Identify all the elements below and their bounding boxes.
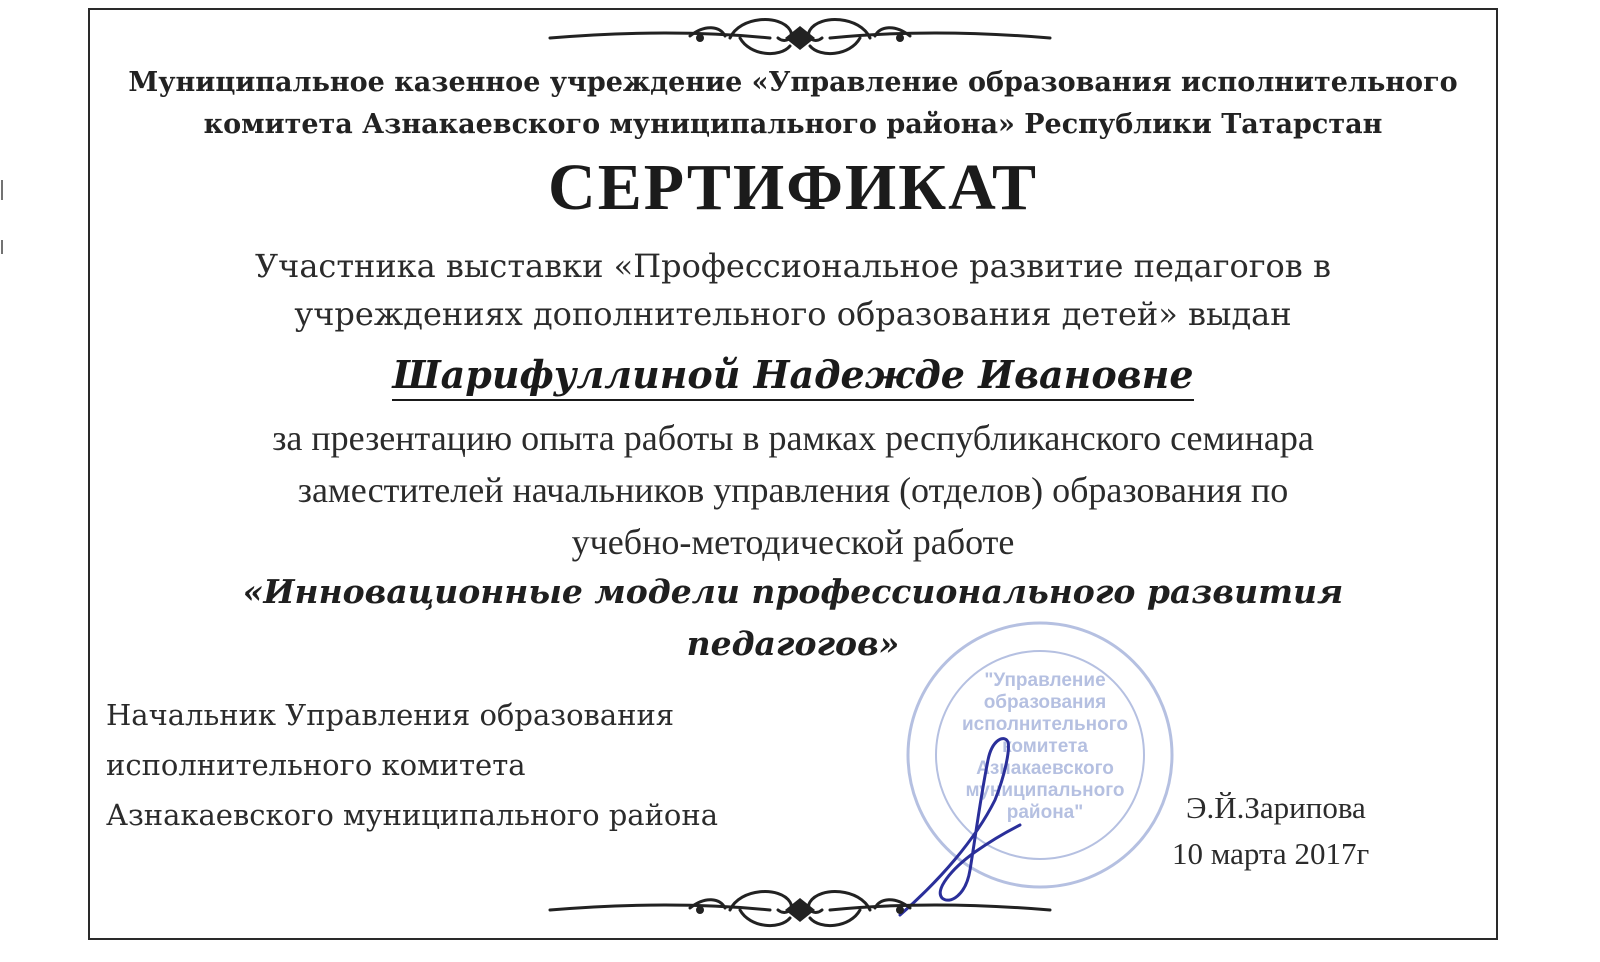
signatory-position-line-2: исполнительного комитета bbox=[106, 748, 526, 782]
recipient-name-text: Шарифуллиной Надежде Ивановне bbox=[392, 352, 1193, 401]
stamp-line-4: комитета bbox=[1002, 736, 1088, 757]
seminar-line-2: педагогов» bbox=[686, 624, 900, 663]
reason-line-2: заместителей начальников управления (отделов) образования по bbox=[297, 470, 1289, 510]
signatory-position-line-1: Начальник Управления образования bbox=[106, 698, 675, 732]
bottom-ornament-icon bbox=[540, 880, 1060, 940]
certificate-date: 10 марта 2017г bbox=[1172, 836, 1370, 871]
exhibition-line-2: учреждениях дополнительного образования детей» выдан bbox=[294, 295, 1292, 333]
signatory-position-line-3: Азнакаевского муниципального района bbox=[106, 798, 719, 832]
stamp-line-6: муниципального bbox=[965, 780, 1125, 801]
scan-edge-marks bbox=[0, 180, 6, 380]
stamp-line-5: Азнакаевского bbox=[976, 758, 1114, 779]
recipient-name bbox=[88, 348, 1498, 402]
top-ornament-icon bbox=[540, 6, 1060, 66]
seminar-title bbox=[88, 566, 1498, 670]
certificate-title: СЕРТИФИКАТ bbox=[548, 151, 1038, 224]
reason-line-1: за презентацию опыта работы в рамках республиканского семинара bbox=[272, 418, 1314, 458]
exhibition-description bbox=[88, 242, 1498, 338]
seminar-line-1: «Инновационные модели профессионального развития bbox=[242, 572, 1344, 611]
stamp-line-3: исполнительного bbox=[961, 714, 1129, 735]
exhibition-line-1: Участника выставки «Профессиональное развитие педагогов в bbox=[255, 247, 1331, 285]
award-reason bbox=[88, 412, 1498, 568]
signatory-name: Э.Й.Зарипова bbox=[1186, 790, 1366, 825]
stamp-line-7: района" bbox=[1006, 802, 1084, 823]
organization-line-1: Муниципальное казенное учреждение «Управление образования исполнительного bbox=[128, 67, 1458, 98]
signatory-position bbox=[106, 690, 718, 840]
stamp-line-2: образования bbox=[983, 692, 1107, 713]
organization-name bbox=[88, 62, 1498, 146]
organization-line-2: комитета Азнакаевского муниципального района» Республики Татарстан bbox=[203, 109, 1383, 140]
stamp-line-1: "Управление bbox=[984, 670, 1106, 691]
reason-line-3: учебно-методической работе bbox=[571, 522, 1015, 562]
